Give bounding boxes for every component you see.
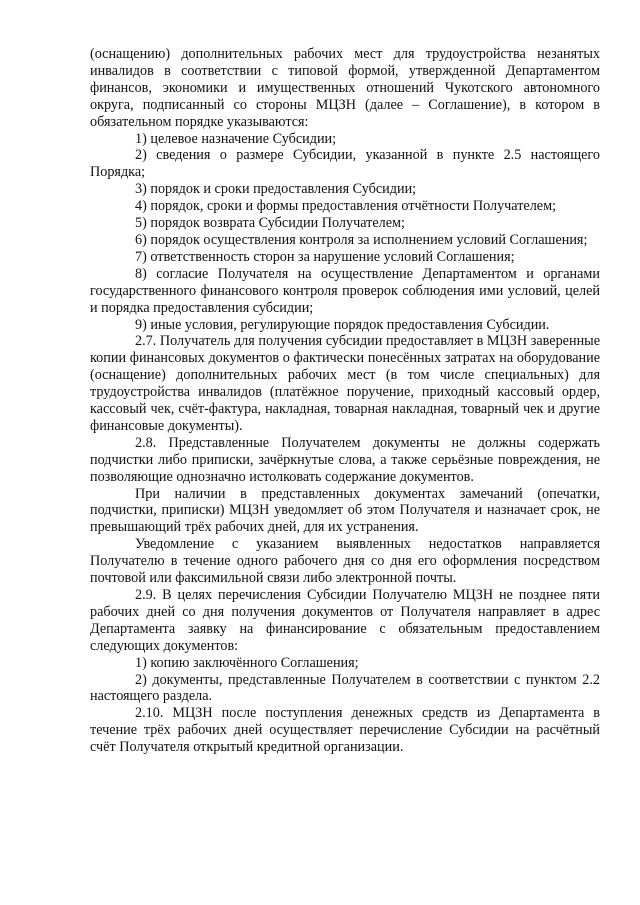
paragraph-continuation: (оснащению) дополнительных рабочих мест для трудоустройства незанятых инвалидов в соответствии с типовой формой, утвержденной Департаментом финансов, экономики и имущественных отношений Чукотского автономного округа, подписанный со стороны МЦЗН (далее – Соглашение), в котором в обязательном порядке указываются: bbox=[90, 46, 600, 130]
list-item-2: 2) сведения о размере Субсидии, указанной в пункте 2.5 настоящего Порядка; bbox=[90, 147, 600, 181]
list-item-4: 4) порядок, сроки и формы предоставления отчётности Получателем; bbox=[135, 198, 557, 215]
sublist-item-1: 1) копию заключённого Соглашения; bbox=[135, 654, 359, 671]
clause-2-7: 2.7. Получатель для получения субсидии предоставляет в МЦЗН заверенные копии финансовых документов о фактически понесённых затратах на оборудование (оснащение) дополнительных рабочих мест (в том числе специальных) для трудоустройства инвалидов (платёжное поручение, приходный кассовый ордер, кассовый чек, счёт-фактура, накладная, товарная накладная, товарный чек и другие финансовые документы). bbox=[90, 333, 600, 434]
list-item-3: 3) порядок и сроки предоставления Субсидии; bbox=[135, 181, 417, 198]
list-item-1: 1) целевое назначение Субсидии; bbox=[135, 130, 337, 147]
paragraph-remarks: При наличии в представленных документах замечаний (опечатки, подчистки, приписки) МЦЗН уведомляет об этом Получателя и назначает срок, не превышающий трёх рабочих дней, для их устранения. bbox=[90, 485, 600, 536]
list-item-5: 5) порядок возврата Субсидии Получателем; bbox=[135, 215, 405, 232]
paragraph-notification: Уведомление с указанием выявленных недостатков направляется Получателю в течение одного рабочего дня со дня его оформления посредством почтовой или факсимильной связи либо электронной почты. bbox=[90, 536, 600, 587]
list-item-8: 8) согласие Получателя на осуществление Департаментом и органами государственного финансового контроля проверок соблюдения ими условий, целей и порядка предоставления субсидии; bbox=[90, 265, 600, 316]
list-item-9: 9) иные условия, регулирующие порядок предоставления Субсидии. bbox=[135, 316, 550, 333]
document-page bbox=[90, 46, 600, 756]
list-item-6: 6) порядок осуществления контроля за исполнением условий Соглашения; bbox=[135, 231, 588, 248]
sublist-item-2: 2) документы, представленные Получателем в соответствии с пунктом 2.2 настоящего раздела. bbox=[90, 671, 600, 705]
clause-2-8: 2.8. Представленные Получателем документы не должны содержать подчистки либо приписки, зачёркнутые слова, а также серьёзные повреждения, не позволяющие однозначно истолковать содержание документов. bbox=[90, 434, 600, 485]
clause-2-10: 2.10. МЦЗН после поступления денежных средств из Департамента в течение трёх рабочих дней осуществляет перечисление Субсидии на расчётный счёт Получателя открытый кредитной организации. bbox=[90, 705, 600, 756]
clause-2-9: 2.9. В целях перечисления Субсидии Получателю МЦЗН не позднее пяти рабочих дней со дня получения документов от Получателя направляет в адрес Департамента заявку на финансирование с обязательным предоставлением следующих документов: bbox=[90, 587, 600, 654]
list-item-7: 7) ответственность сторон за нарушение условий Соглашения; bbox=[135, 248, 515, 265]
